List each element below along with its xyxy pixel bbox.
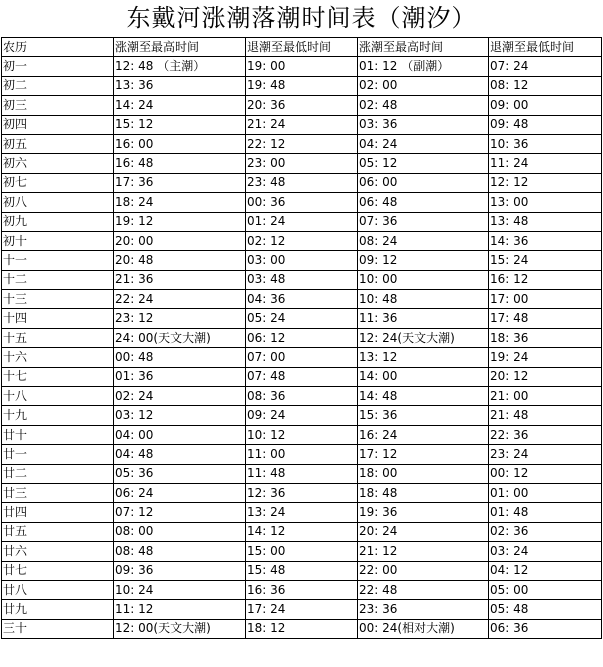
low-tide-1-cell: 05: 24 xyxy=(246,309,358,328)
low-tide-1-cell: 17: 24 xyxy=(246,600,358,619)
table-row xyxy=(2,483,602,502)
lunar-date-cell: 十一 xyxy=(2,251,114,270)
table-row xyxy=(2,561,602,580)
table-row xyxy=(2,522,602,541)
lunar-date-cell: 廿十 xyxy=(2,425,114,444)
low-tide-2-cell: 00: 12 xyxy=(489,464,602,483)
low-tide-1-cell: 16: 36 xyxy=(246,580,358,599)
lunar-date-cell: 初十 xyxy=(2,231,114,250)
low-tide-1-cell: 21: 24 xyxy=(246,115,358,134)
low-tide-2-cell: 07: 24 xyxy=(489,57,602,76)
lunar-date-cell: 十六 xyxy=(2,348,114,367)
high-tide-2-cell: 02: 00 xyxy=(358,76,489,95)
lunar-date-cell: 十二 xyxy=(2,270,114,289)
low-tide-2-cell: 21: 00 xyxy=(489,387,602,406)
high-tide-2-cell: 18: 48 xyxy=(358,483,489,502)
table-row xyxy=(2,425,602,444)
high-tide-2-cell: 05: 12 xyxy=(358,154,489,173)
table-row xyxy=(2,503,602,522)
high-tide-2-cell: 08: 24 xyxy=(358,231,489,250)
high-tide-2-cell: 14: 48 xyxy=(358,387,489,406)
header-lunar-date: 农历 xyxy=(2,38,114,57)
low-tide-1-cell: 04: 36 xyxy=(246,290,358,309)
low-tide-2-cell: 10: 36 xyxy=(489,134,602,153)
high-tide-2-cell: 16: 24 xyxy=(358,425,489,444)
low-tide-2-cell: 18: 36 xyxy=(489,328,602,347)
low-tide-1-cell: 08: 36 xyxy=(246,387,358,406)
high-tide-1-cell: 16: 48 xyxy=(114,154,246,173)
high-tide-1-cell: 17: 36 xyxy=(114,173,246,192)
table-row xyxy=(2,134,602,153)
high-tide-1-cell: 18: 24 xyxy=(114,193,246,212)
table-row xyxy=(2,57,602,76)
high-tide-1-cell: 00: 48 xyxy=(114,348,246,367)
low-tide-2-cell: 23: 24 xyxy=(489,445,602,464)
table-row xyxy=(2,173,602,192)
tide-table xyxy=(1,37,602,639)
low-tide-2-cell: 17: 48 xyxy=(489,309,602,328)
high-tide-1-cell: 21: 36 xyxy=(114,270,246,289)
low-tide-2-cell: 03: 24 xyxy=(489,542,602,561)
table-row xyxy=(2,348,602,367)
lunar-date-cell: 廿一 xyxy=(2,445,114,464)
header-high-tide-1: 涨潮至最高时间 xyxy=(114,38,246,57)
high-tide-1-cell: 01: 36 xyxy=(114,367,246,386)
low-tide-1-cell: 03: 00 xyxy=(246,251,358,270)
high-tide-1-cell: 08: 00 xyxy=(114,522,246,541)
lunar-date-cell: 初七 xyxy=(2,173,114,192)
low-tide-1-cell: 15: 00 xyxy=(246,542,358,561)
low-tide-1-cell: 14: 12 xyxy=(246,522,358,541)
table-row xyxy=(2,193,602,212)
low-tide-1-cell: 12: 36 xyxy=(246,483,358,502)
high-tide-1-cell: 05: 36 xyxy=(114,464,246,483)
high-tide-1-cell: 04: 00 xyxy=(114,425,246,444)
high-tide-1-cell: 14: 24 xyxy=(114,96,246,115)
table-row xyxy=(2,231,602,250)
low-tide-1-cell: 23: 48 xyxy=(246,173,358,192)
low-tide-2-cell: 13: 48 xyxy=(489,212,602,231)
high-tide-2-cell: 03: 36 xyxy=(358,115,489,134)
high-tide-2-cell: 10: 48 xyxy=(358,290,489,309)
table-row xyxy=(2,542,602,561)
high-tide-2-cell: 11: 36 xyxy=(358,309,489,328)
low-tide-2-cell: 01: 00 xyxy=(489,483,602,502)
low-tide-1-cell: 18: 12 xyxy=(246,619,358,638)
low-tide-2-cell: 20: 12 xyxy=(489,367,602,386)
low-tide-2-cell: 11: 24 xyxy=(489,154,602,173)
table-row xyxy=(2,212,602,231)
table-row xyxy=(2,580,602,599)
table-row xyxy=(2,445,602,464)
high-tide-2-cell: 06: 00 xyxy=(358,173,489,192)
lunar-date-cell: 初一 xyxy=(2,57,114,76)
low-tide-1-cell: 11: 48 xyxy=(246,464,358,483)
low-tide-2-cell: 09: 48 xyxy=(489,115,602,134)
high-tide-1-cell: 20: 00 xyxy=(114,231,246,250)
lunar-date-cell: 初六 xyxy=(2,154,114,173)
high-tide-2-cell: 20: 24 xyxy=(358,522,489,541)
table-row xyxy=(2,619,602,638)
table-row xyxy=(2,387,602,406)
high-tide-2-cell: 22: 48 xyxy=(358,580,489,599)
table-row xyxy=(2,309,602,328)
low-tide-1-cell: 11: 00 xyxy=(246,445,358,464)
high-tide-1-cell: 08: 48 xyxy=(114,542,246,561)
lunar-date-cell: 廿七 xyxy=(2,561,114,580)
high-tide-2-cell: 21: 12 xyxy=(358,542,489,561)
lunar-date-cell: 廿五 xyxy=(2,522,114,541)
high-tide-2-cell: 14: 00 xyxy=(358,367,489,386)
high-tide-1-cell: 19: 12 xyxy=(114,212,246,231)
table-row xyxy=(2,290,602,309)
low-tide-2-cell: 22: 36 xyxy=(489,425,602,444)
low-tide-1-cell: 23: 00 xyxy=(246,154,358,173)
low-tide-2-cell: 08: 12 xyxy=(489,76,602,95)
high-tide-1-cell: 03: 12 xyxy=(114,406,246,425)
lunar-date-cell: 十三 xyxy=(2,290,114,309)
high-tide-1-cell: 20: 48 xyxy=(114,251,246,270)
low-tide-1-cell: 20: 36 xyxy=(246,96,358,115)
high-tide-1-cell: 12: 00(天文大潮) xyxy=(114,619,246,638)
high-tide-1-cell: 15: 12 xyxy=(114,115,246,134)
table-row xyxy=(2,115,602,134)
low-tide-2-cell: 14: 36 xyxy=(489,231,602,250)
high-tide-1-cell: 02: 24 xyxy=(114,387,246,406)
high-tide-1-cell: 07: 12 xyxy=(114,503,246,522)
lunar-date-cell: 十四 xyxy=(2,309,114,328)
low-tide-2-cell: 02: 36 xyxy=(489,522,602,541)
lunar-date-cell: 十七 xyxy=(2,367,114,386)
low-tide-2-cell: 21: 48 xyxy=(489,406,602,425)
table-row xyxy=(2,96,602,115)
table-row xyxy=(2,154,602,173)
low-tide-1-cell: 07: 00 xyxy=(246,348,358,367)
high-tide-1-cell: 11: 12 xyxy=(114,600,246,619)
header-low-tide-2: 退潮至最低时间 xyxy=(489,38,602,57)
table-row xyxy=(2,76,602,95)
low-tide-2-cell: 06: 36 xyxy=(489,619,602,638)
low-tide-1-cell: 10: 12 xyxy=(246,425,358,444)
lunar-date-cell: 十九 xyxy=(2,406,114,425)
high-tide-2-cell: 09: 12 xyxy=(358,251,489,270)
table-row xyxy=(2,367,602,386)
low-tide-1-cell: 07: 48 xyxy=(246,367,358,386)
low-tide-2-cell: 05: 48 xyxy=(489,600,602,619)
low-tide-2-cell: 09: 00 xyxy=(489,96,602,115)
high-tide-1-cell: 24: 00(天文大潮) xyxy=(114,328,246,347)
high-tide-2-cell: 07: 36 xyxy=(358,212,489,231)
table-row xyxy=(2,600,602,619)
low-tide-2-cell: 12: 12 xyxy=(489,173,602,192)
high-tide-1-cell: 09: 36 xyxy=(114,561,246,580)
high-tide-1-cell: 10: 24 xyxy=(114,580,246,599)
low-tide-1-cell: 02: 12 xyxy=(246,231,358,250)
low-tide-2-cell: 04: 12 xyxy=(489,561,602,580)
header-high-tide-2: 涨潮至最高时间 xyxy=(358,38,489,57)
low-tide-2-cell: 13: 00 xyxy=(489,193,602,212)
high-tide-2-cell: 13: 12 xyxy=(358,348,489,367)
high-tide-2-cell: 02: 48 xyxy=(358,96,489,115)
high-tide-2-cell: 06: 48 xyxy=(358,193,489,212)
low-tide-1-cell: 06: 12 xyxy=(246,328,358,347)
lunar-date-cell: 初三 xyxy=(2,96,114,115)
low-tide-1-cell: 19: 48 xyxy=(246,76,358,95)
lunar-date-cell: 初九 xyxy=(2,212,114,231)
lunar-date-cell: 廿三 xyxy=(2,483,114,502)
high-tide-2-cell: 22: 00 xyxy=(358,561,489,580)
high-tide-1-cell: 12: 48 （主潮） xyxy=(114,57,246,76)
high-tide-2-cell: 17: 12 xyxy=(358,445,489,464)
lunar-date-cell: 十八 xyxy=(2,387,114,406)
high-tide-1-cell: 13: 36 xyxy=(114,76,246,95)
low-tide-1-cell: 15: 48 xyxy=(246,561,358,580)
high-tide-2-cell: 15: 36 xyxy=(358,406,489,425)
low-tide-1-cell: 09: 24 xyxy=(246,406,358,425)
high-tide-2-cell: 04: 24 xyxy=(358,134,489,153)
table-row xyxy=(2,251,602,270)
lunar-date-cell: 初八 xyxy=(2,193,114,212)
high-tide-1-cell: 06: 24 xyxy=(114,483,246,502)
low-tide-1-cell: 01: 24 xyxy=(246,212,358,231)
table-header-row xyxy=(2,38,602,57)
lunar-date-cell: 初四 xyxy=(2,115,114,134)
high-tide-2-cell: 01: 12 （副潮） xyxy=(358,57,489,76)
low-tide-1-cell: 22: 12 xyxy=(246,134,358,153)
low-tide-1-cell: 13: 24 xyxy=(246,503,358,522)
high-tide-2-cell: 23: 36 xyxy=(358,600,489,619)
header-low-tide-1: 退潮至最低时间 xyxy=(246,38,358,57)
high-tide-2-cell: 18: 00 xyxy=(358,464,489,483)
lunar-date-cell: 廿九 xyxy=(2,600,114,619)
tide-table-body xyxy=(2,57,602,639)
low-tide-1-cell: 19: 00 xyxy=(246,57,358,76)
low-tide-2-cell: 19: 24 xyxy=(489,348,602,367)
low-tide-1-cell: 03: 48 xyxy=(246,270,358,289)
table-row xyxy=(2,406,602,425)
high-tide-2-cell: 00: 24(相对大潮) xyxy=(358,619,489,638)
lunar-date-cell: 三十 xyxy=(2,619,114,638)
lunar-date-cell: 廿二 xyxy=(2,464,114,483)
high-tide-1-cell: 22: 24 xyxy=(114,290,246,309)
high-tide-2-cell: 10: 00 xyxy=(358,270,489,289)
low-tide-1-cell: 00: 36 xyxy=(246,193,358,212)
high-tide-1-cell: 04: 48 xyxy=(114,445,246,464)
lunar-date-cell: 廿六 xyxy=(2,542,114,561)
low-tide-2-cell: 15: 24 xyxy=(489,251,602,270)
low-tide-2-cell: 05: 00 xyxy=(489,580,602,599)
high-tide-2-cell: 12: 24(天文大潮) xyxy=(358,328,489,347)
table-row xyxy=(2,464,602,483)
lunar-date-cell: 初五 xyxy=(2,134,114,153)
lunar-date-cell: 廿四 xyxy=(2,503,114,522)
page-title: 东戴河涨潮落潮时间表（潮汐） xyxy=(126,4,477,32)
table-row xyxy=(2,328,602,347)
table-row xyxy=(2,270,602,289)
lunar-date-cell: 十五 xyxy=(2,328,114,347)
high-tide-1-cell: 16: 00 xyxy=(114,134,246,153)
lunar-date-cell: 初二 xyxy=(2,76,114,95)
lunar-date-cell: 廿八 xyxy=(2,580,114,599)
low-tide-2-cell: 16: 12 xyxy=(489,270,602,289)
low-tide-2-cell: 01: 48 xyxy=(489,503,602,522)
high-tide-2-cell: 19: 36 xyxy=(358,503,489,522)
high-tide-1-cell: 23: 12 xyxy=(114,309,246,328)
low-tide-2-cell: 17: 00 xyxy=(489,290,602,309)
